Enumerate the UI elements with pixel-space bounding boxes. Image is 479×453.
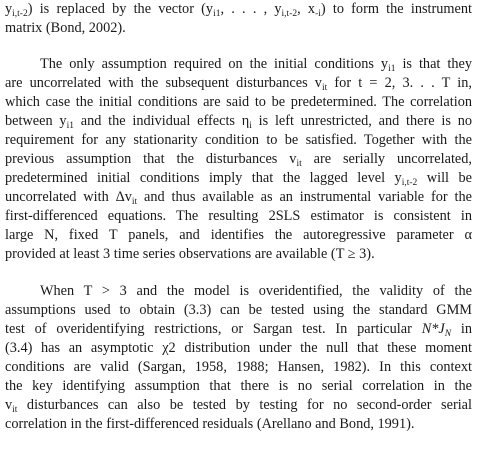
text-line: first-differenced equations. The resulting 2SLS estimator is consistent in (5, 208, 472, 224)
text-line: requirement for any stationarity condition to be satisfied. Together with the (5, 132, 472, 148)
text-line: The only assumption required on the initial conditions $y_{i1}$ is that they (40, 56, 472, 74)
text-line: provided at least 3 time series observations are available (T ≥ 3). (5, 246, 375, 262)
text-line: (3.4) has an asymptotic χ2 distribution under the null that these moment (5, 340, 472, 356)
text-line: matrix (Bond, 2002). (5, 20, 126, 36)
text-line: When T > 3 and the model is overidentified, the validity of the (40, 283, 472, 299)
text-line: correlation in the first-differenced residuals (Arellano and Bond, 1991). (5, 416, 415, 432)
text-line: which case the initial conditions are said to be predetermined. The correlation (5, 94, 472, 110)
text-line: the key identifying assumption that there is no serial correlation in the (5, 378, 472, 394)
text-line: $v_{it}$ disturbances can also be tested by testing for no second-order serial (5, 397, 472, 415)
text-line: assumptions used to obtain (3.3) can be tested using the standard GMM (5, 302, 472, 318)
text-line: between $y_{i1}$ and the individual effects $\eta_i$ is left unrestricted, and there is no (5, 113, 472, 131)
text-line: uncorrelated with $\Delta v_{it}$ and thus available as an instrumental variable for the (5, 189, 472, 207)
text-line: $y_{i,t-2}$) is replaced by the vector ($y_{i1}$, . . . , $y_{i,t-2}$, $x_{-i}$) to form the instrument (5, 1, 472, 19)
text-line: large N, fixed T panels, and identifies the autoregressive parameter α (5, 227, 472, 243)
text-line: are uncorrelated with the subsequent disturbances $v_{it}$ for t = 2, 3. . . T in, (5, 75, 472, 93)
text-line: previous assumption that the disturbances $v_{it}$ are serially uncorrelated, (5, 151, 472, 169)
text-line: conditions are valid (Sargan, 1958, 1988; Hansen, 1982). In this context (5, 359, 472, 375)
text-line: predetermined initial conditions imply that the lagged level $y_{i,t-2}$ will be (5, 170, 472, 188)
text-line: test of overidentifying restrictions, or Sargan test. In particular $N*J_N$ in (5, 321, 472, 339)
